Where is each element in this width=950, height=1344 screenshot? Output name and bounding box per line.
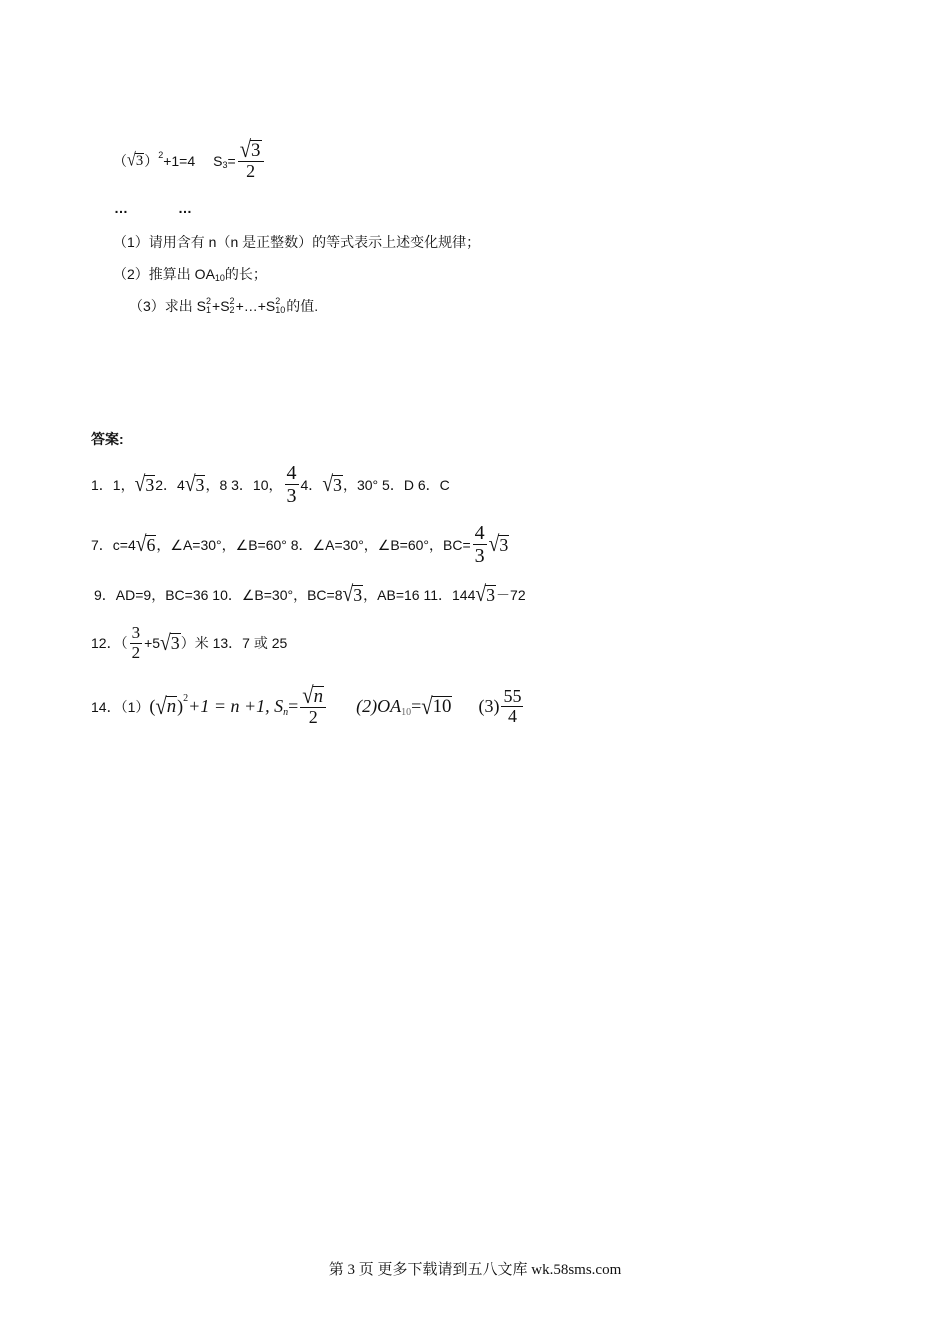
ellipsis-line bbox=[114, 200, 192, 216]
fraction-4-3: $\frac{4}{3}$ bbox=[474, 522, 485, 567]
a1-part1: 1．1， bbox=[91, 476, 135, 493]
a7-part1: 7．c=4 bbox=[91, 536, 136, 553]
question-3-plus: +S bbox=[212, 298, 230, 314]
a1-part2: 2．4 bbox=[155, 476, 185, 493]
sqrt-3: √ 3 bbox=[475, 582, 496, 607]
oa-subscript: 10 bbox=[214, 273, 225, 283]
a14-part1: 14．（1） bbox=[91, 698, 150, 715]
ellipsis-right: … bbox=[178, 200, 192, 216]
a9-part3: －72 bbox=[496, 587, 526, 603]
sqrt-3: √ 3 bbox=[342, 582, 363, 607]
sqrt3-over-2: √ 3 2 bbox=[238, 140, 264, 182]
a1-part5: ，30° 5．D 6．C bbox=[342, 476, 450, 493]
a9-part2: ，AB=16 11．144 bbox=[363, 587, 476, 603]
question-2-pre: （2）推算出 OA bbox=[113, 266, 215, 282]
sqrt-n-over-2: √ n 2 bbox=[300, 686, 326, 728]
fraction-3-2: $\frac{3}{2}$ bbox=[131, 623, 141, 662]
sqrt-3: √ 3 bbox=[322, 472, 342, 497]
question-3-mid: +…+S bbox=[235, 298, 276, 314]
equals: = bbox=[227, 152, 236, 169]
sqrt-3: √ 3 bbox=[134, 472, 155, 497]
a9-part1: 9．AD=9，BC=36 10．∠B=30°，BC=8 bbox=[94, 587, 343, 603]
answer-line-12 bbox=[91, 624, 287, 662]
sqrt-3: √ 3 bbox=[127, 150, 144, 171]
s2-scripts: 2 2 bbox=[229, 296, 235, 315]
open-paren: （ bbox=[113, 152, 127, 169]
question-3 bbox=[129, 296, 318, 316]
s1-scripts: 2 1 bbox=[206, 296, 212, 315]
close-paren: ） bbox=[144, 152, 159, 169]
a1-part3: ，8 3．10， bbox=[205, 476, 283, 493]
ellipsis-left: … bbox=[114, 200, 128, 216]
fraction-4-3: $\frac{4}{3}$ bbox=[286, 462, 297, 507]
question-1-text: （1）请用含有 n（n 是正整数）的等式表示上述变化规律； bbox=[113, 234, 481, 250]
answer-line-9 bbox=[94, 582, 526, 607]
equation-rest: +1=4 bbox=[163, 152, 196, 169]
answers-heading-text: 答案: bbox=[91, 431, 124, 447]
question-3-pre: （3）求出 S bbox=[129, 298, 207, 314]
sqrt-3: √ 3 bbox=[488, 532, 509, 557]
sqrt-6: √ 6 bbox=[135, 532, 156, 557]
sqrt-3: √ 3 bbox=[160, 630, 180, 656]
question-2-post: 的长； bbox=[224, 266, 267, 282]
s-label: S bbox=[213, 152, 223, 169]
page-footer: 第 3 页 更多下载请到五八文库 wk.58sms.com bbox=[328, 1262, 622, 1278]
answer-line-1 bbox=[91, 462, 450, 507]
question-3-post: 的值. bbox=[286, 298, 319, 314]
a14-formula-1: ( √ n ) $^2$ +1 = n +1, S $_n$ = √ n 2 bbox=[149, 686, 328, 728]
fraction-55-4: $\frac{55}{4}$ bbox=[503, 685, 522, 727]
answer-line-7 bbox=[91, 522, 509, 567]
s10-scripts: 2 10 bbox=[275, 296, 286, 315]
a12-part2: +5 bbox=[144, 635, 161, 652]
sqrt-3: √ 3 bbox=[184, 472, 205, 497]
a1-part4: 4． bbox=[300, 476, 323, 493]
exponent: 2 bbox=[158, 149, 164, 160]
a14-formula-3: (3) $\frac{55}{4}$ bbox=[478, 685, 522, 727]
a12-part3: ）米 13．7 或 25 bbox=[180, 635, 288, 652]
s-subscript: 3 bbox=[222, 159, 228, 170]
a7-part2: ，∠A=30°，∠B=60° 8．∠A=30°，∠B=60°，BC= bbox=[156, 536, 471, 553]
a14-formula-2: (2)OA $_{10}$ = √ 10 bbox=[356, 693, 452, 720]
question-2 bbox=[113, 264, 267, 284]
s3-equation-line bbox=[113, 137, 266, 182]
answer-line-14 bbox=[91, 683, 525, 728]
a12-part1: 12．（ bbox=[91, 635, 128, 652]
question-1 bbox=[113, 232, 480, 252]
answers-heading bbox=[91, 429, 124, 449]
